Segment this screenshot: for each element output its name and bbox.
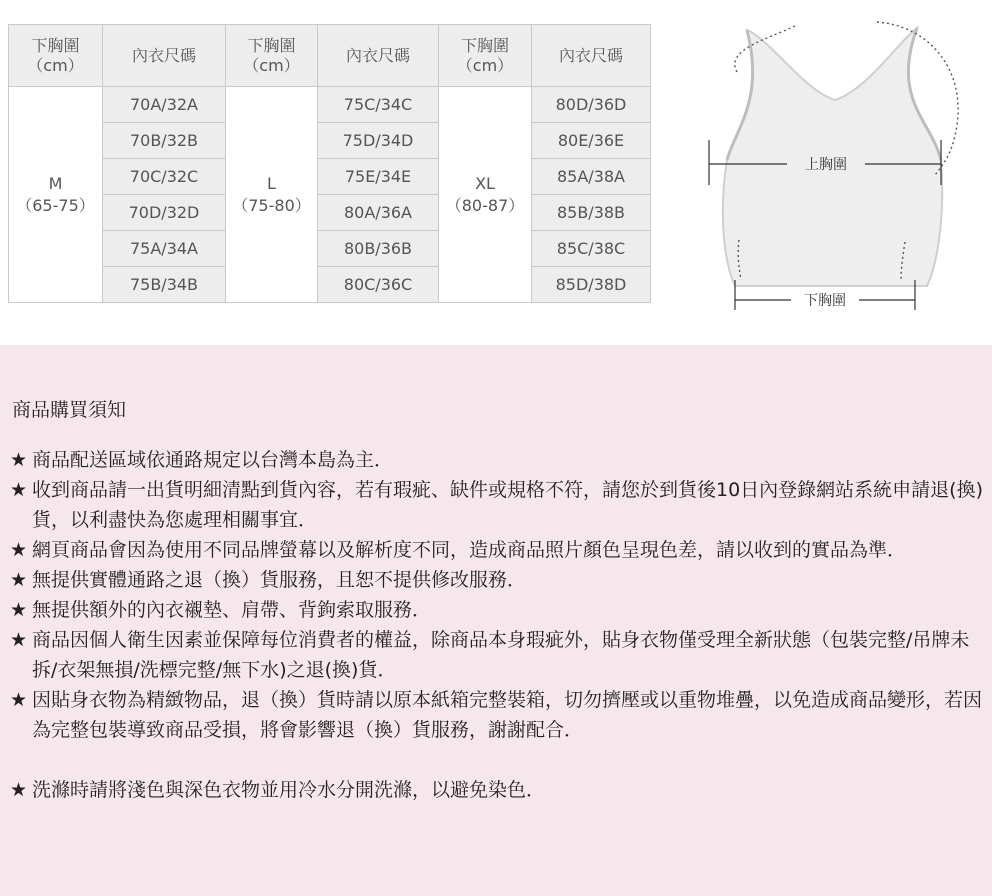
size-cell: 75B/34B <box>103 267 226 303</box>
table-row <box>9 123 651 159</box>
notice-list <box>10 445 985 805</box>
size-cell: 80B/36B <box>318 231 439 267</box>
size-table <box>8 24 651 303</box>
star-icon: ★ <box>10 629 28 651</box>
size-cell: 85A/38A <box>532 159 651 195</box>
table-row <box>9 159 651 195</box>
star-icon: ★ <box>10 539 28 561</box>
table-row <box>9 87 651 123</box>
header-underbust: 下胸圍 （cm） <box>226 25 318 87</box>
notice-item: ★ 洗滌時請將淺色與深色衣物並用冷水分開洗滌，以避免染色． <box>10 775 985 805</box>
size-cell: 85C/38C <box>532 231 651 267</box>
size-chart-section <box>0 0 992 345</box>
size-cell: 80D/36D <box>532 87 651 123</box>
notice-item: ★ 無提供額外的內衣襯墊、肩帶、背鉤索取服務． <box>10 595 985 625</box>
header-underbust: 下胸圍 （cm） <box>9 25 103 87</box>
size-cell: 85B/38B <box>532 195 651 231</box>
star-icon: ★ <box>10 779 28 801</box>
header-size: 內衣尺碼 <box>532 25 651 87</box>
notice-item: ★ 商品配送區域依通路規定以台灣本島為主． <box>10 445 985 475</box>
notice-item: ★ 商品因個人衛生因素並保障每位消費者的權益，除商品本身瑕疵外，貼身衣物僅受理全新狀態（包裝完整/吊牌未拆/衣架無損/洗標完整/無下水)之退(換)貨． <box>10 625 985 685</box>
table-row <box>9 267 651 303</box>
size-cell: 85D/38D <box>532 267 651 303</box>
upper-bust-label: 上胸圍 <box>805 157 847 173</box>
size-cell: 80A/36A <box>318 195 439 231</box>
size-cell: 80C/36C <box>318 267 439 303</box>
star-icon: ★ <box>10 479 28 501</box>
star-icon: ★ <box>10 569 28 591</box>
star-icon: ★ <box>10 689 28 711</box>
size-cell: 70D/32D <box>103 195 226 231</box>
header-underbust: 下胸圍 （cm） <box>439 25 532 87</box>
size-table-header <box>9 25 651 87</box>
bra-measurement-diagram <box>695 10 975 330</box>
notice-title: 商品購買須知 <box>12 399 127 421</box>
size-cell: 70B/32B <box>103 123 226 159</box>
notice-item: ★ 網頁商品會因為使用不同品牌螢幕以及解析度不同，造成商品照片顏色呈現色差，請以收到的實品為準． <box>10 535 985 565</box>
group-xl: XL （80-87） <box>439 87 532 303</box>
purchase-notice-section <box>0 345 992 896</box>
size-cell: 75C/34C <box>318 87 439 123</box>
size-cell: 75D/34D <box>318 123 439 159</box>
size-cell: 70A/32A <box>103 87 226 123</box>
star-icon: ★ <box>10 449 28 471</box>
group-m: M （65-75） <box>9 87 103 303</box>
size-cell: 70C/32C <box>103 159 226 195</box>
group-l: L （75-80） <box>226 87 318 303</box>
notice-item: ★ 收到商品請一出貨明細清點到貨內容，若有瑕疵、缺件或規格不符，請您於到貨後10日內登錄網站系統申請退(換)貨，以利盡快為您處理相關事宜． <box>10 475 985 535</box>
header-size: 內衣尺碼 <box>103 25 226 87</box>
star-icon: ★ <box>10 599 28 621</box>
notice-item: ★ 無提供實體通路之退（換）貨服務，且恕不提供修改服務． <box>10 565 985 595</box>
table-row <box>9 195 651 231</box>
size-cell: 75E/34E <box>318 159 439 195</box>
header-size: 內衣尺碼 <box>318 25 439 87</box>
table-row <box>9 231 651 267</box>
notice-item: ★ 因貼身衣物為精緻物品，退（換）貨時請以原本紙箱完整裝箱，切勿擠壓或以重物堆疊，以免造成商品變形，若因為完整包裝導致商品受損，將會影響退（換）貨服務，謝謝配合． <box>10 685 985 745</box>
lower-bust-label: 下胸圍 <box>804 293 846 309</box>
size-cell: 80E/36E <box>532 123 651 159</box>
size-cell: 75A/34A <box>103 231 226 267</box>
